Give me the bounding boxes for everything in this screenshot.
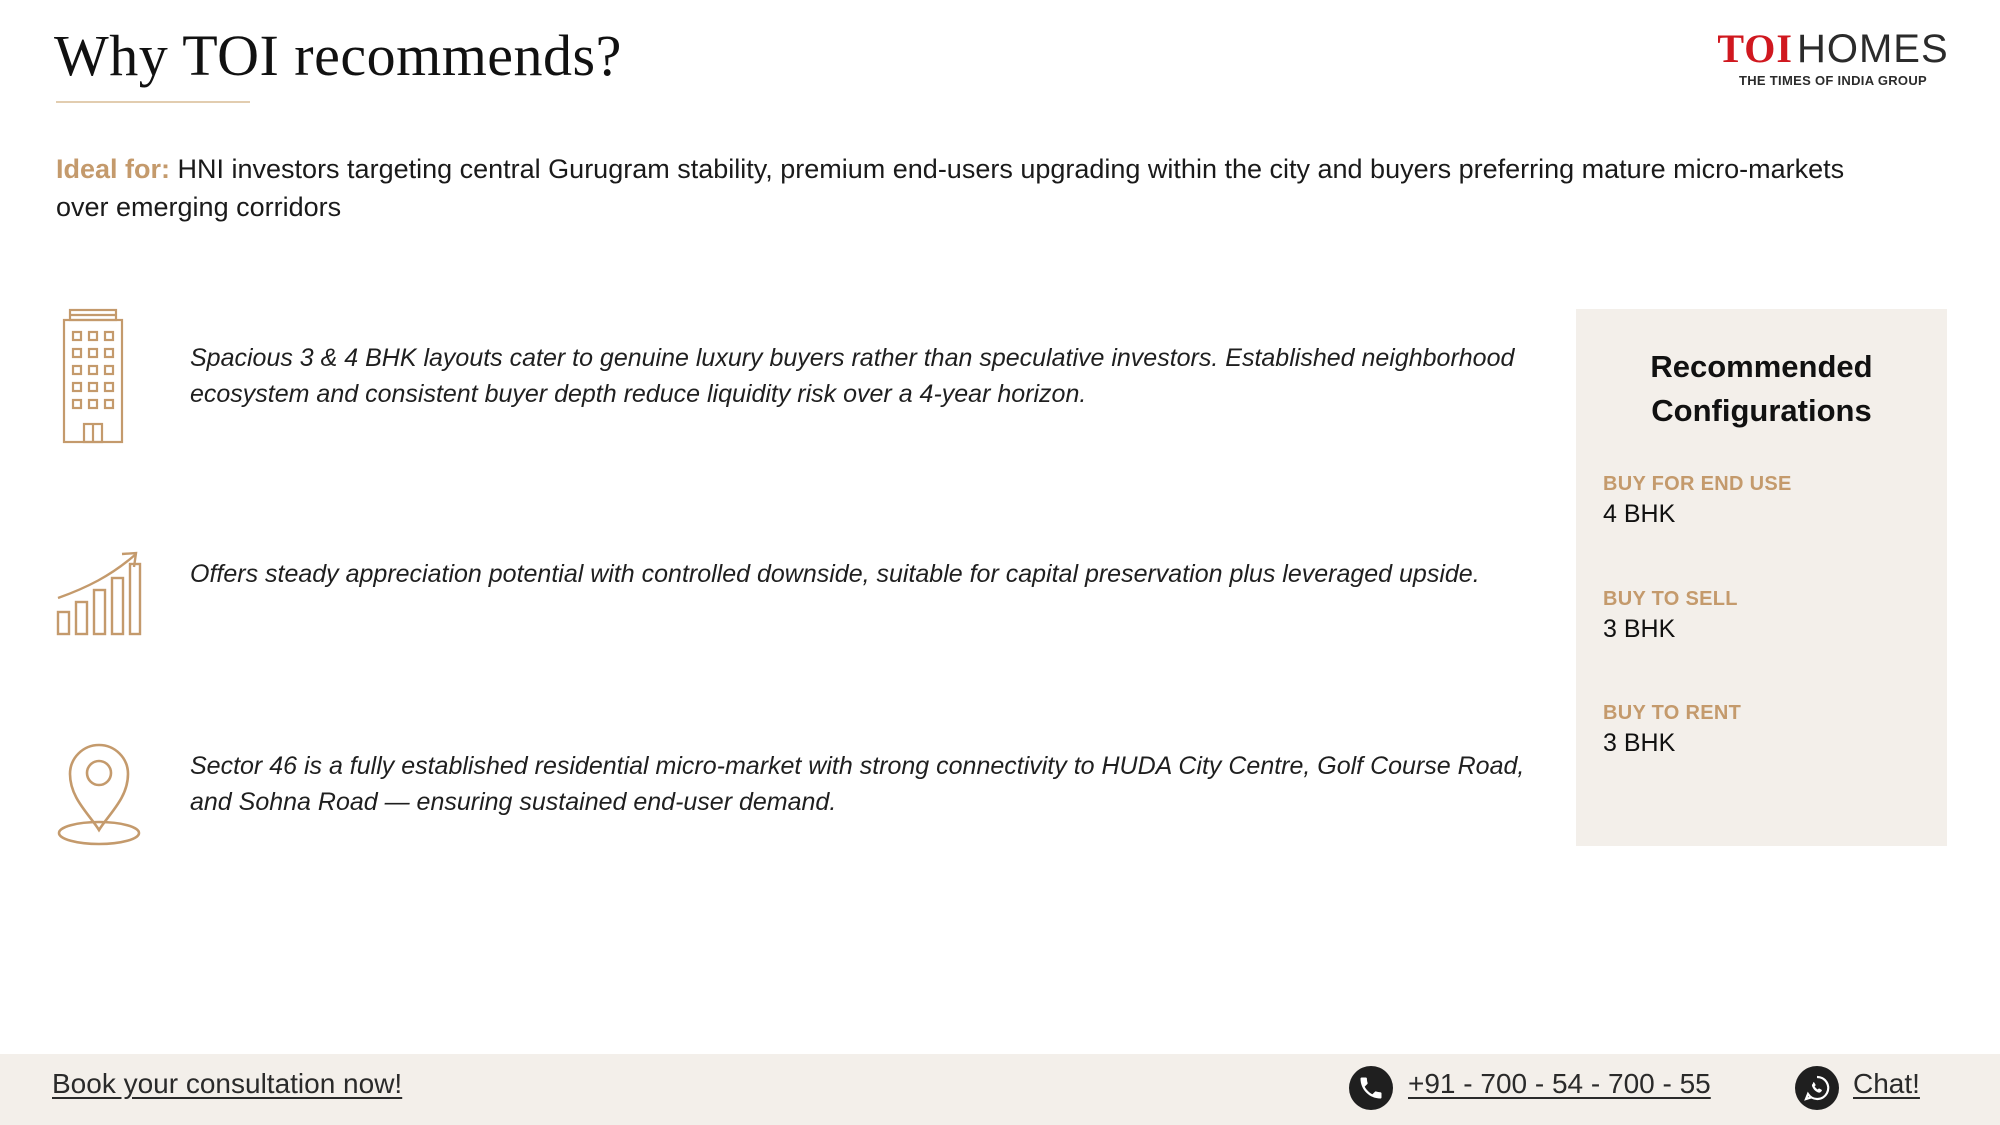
brand-tagline: THE TIMES OF INDIA GROUP	[1739, 73, 1927, 88]
config-label: BUY TO RENT	[1603, 702, 1742, 724]
ideal-for-text	[56, 150, 1876, 226]
chat-link[interactable]: Chat!	[1853, 1068, 1920, 1099]
config-item-sell	[1603, 588, 1738, 644]
ideal-for-description: HNI investors targeting central Gurugram stability, premium end-users upgrading within the city and buyers preferring mature micro-markets over emerging corridors	[56, 154, 1845, 222]
location-pin-icon	[56, 742, 142, 851]
book-consultation-link[interactable]: Book your consultation now!	[52, 1068, 403, 1099]
whatsapp-icon[interactable]	[1795, 1066, 1839, 1110]
phone-icon[interactable]	[1349, 1066, 1393, 1110]
brand-homes: HOMES	[1796, 27, 1949, 71]
config-value: 3 BHK	[1603, 729, 1676, 757]
point-text: Sector 46 is a fully established residential micro-market with strong connectivity to HUDA City Centre, Golf Course Road, and Sohna Road — ensuring sustained end-user demand.	[190, 752, 1525, 816]
phone-number-link[interactable]: +91 - 700 - 54 - 700 - 55	[1408, 1068, 1711, 1099]
page-title: Why TOI recommends?	[54, 23, 622, 88]
config-title: Recommended Configurations	[1650, 349, 1873, 428]
building-icon	[56, 308, 128, 449]
config-label: BUY FOR END USE	[1603, 473, 1792, 495]
config-item-end-use	[1603, 473, 1792, 529]
config-item-rent	[1603, 702, 1741, 758]
growth-chart-icon	[56, 550, 142, 641]
footer-bar	[0, 1054, 2000, 1125]
config-value: 3 BHK	[1603, 615, 1676, 643]
brand-toi: TOI	[1717, 26, 1793, 71]
recommended-configurations-panel	[1576, 309, 1947, 846]
point-text: Offers steady appreciation potential with controlled downside, suitable for capital preservation plus leveraged upside.	[190, 560, 1480, 588]
ideal-for-label: Ideal for:	[56, 154, 171, 184]
point-text: Spacious 3 & 4 BHK layouts cater to genuine luxury buyers rather than speculative investors. Established neighborhood ecosystem and consistent buyer depth reduce liquidity risk over a 4-year horizon.	[190, 344, 1515, 408]
config-label: BUY TO SELL	[1603, 588, 1738, 610]
brand-logo	[1708, 28, 1958, 88]
config-value: 4 BHK	[1603, 500, 1676, 528]
title-underline	[56, 101, 250, 103]
